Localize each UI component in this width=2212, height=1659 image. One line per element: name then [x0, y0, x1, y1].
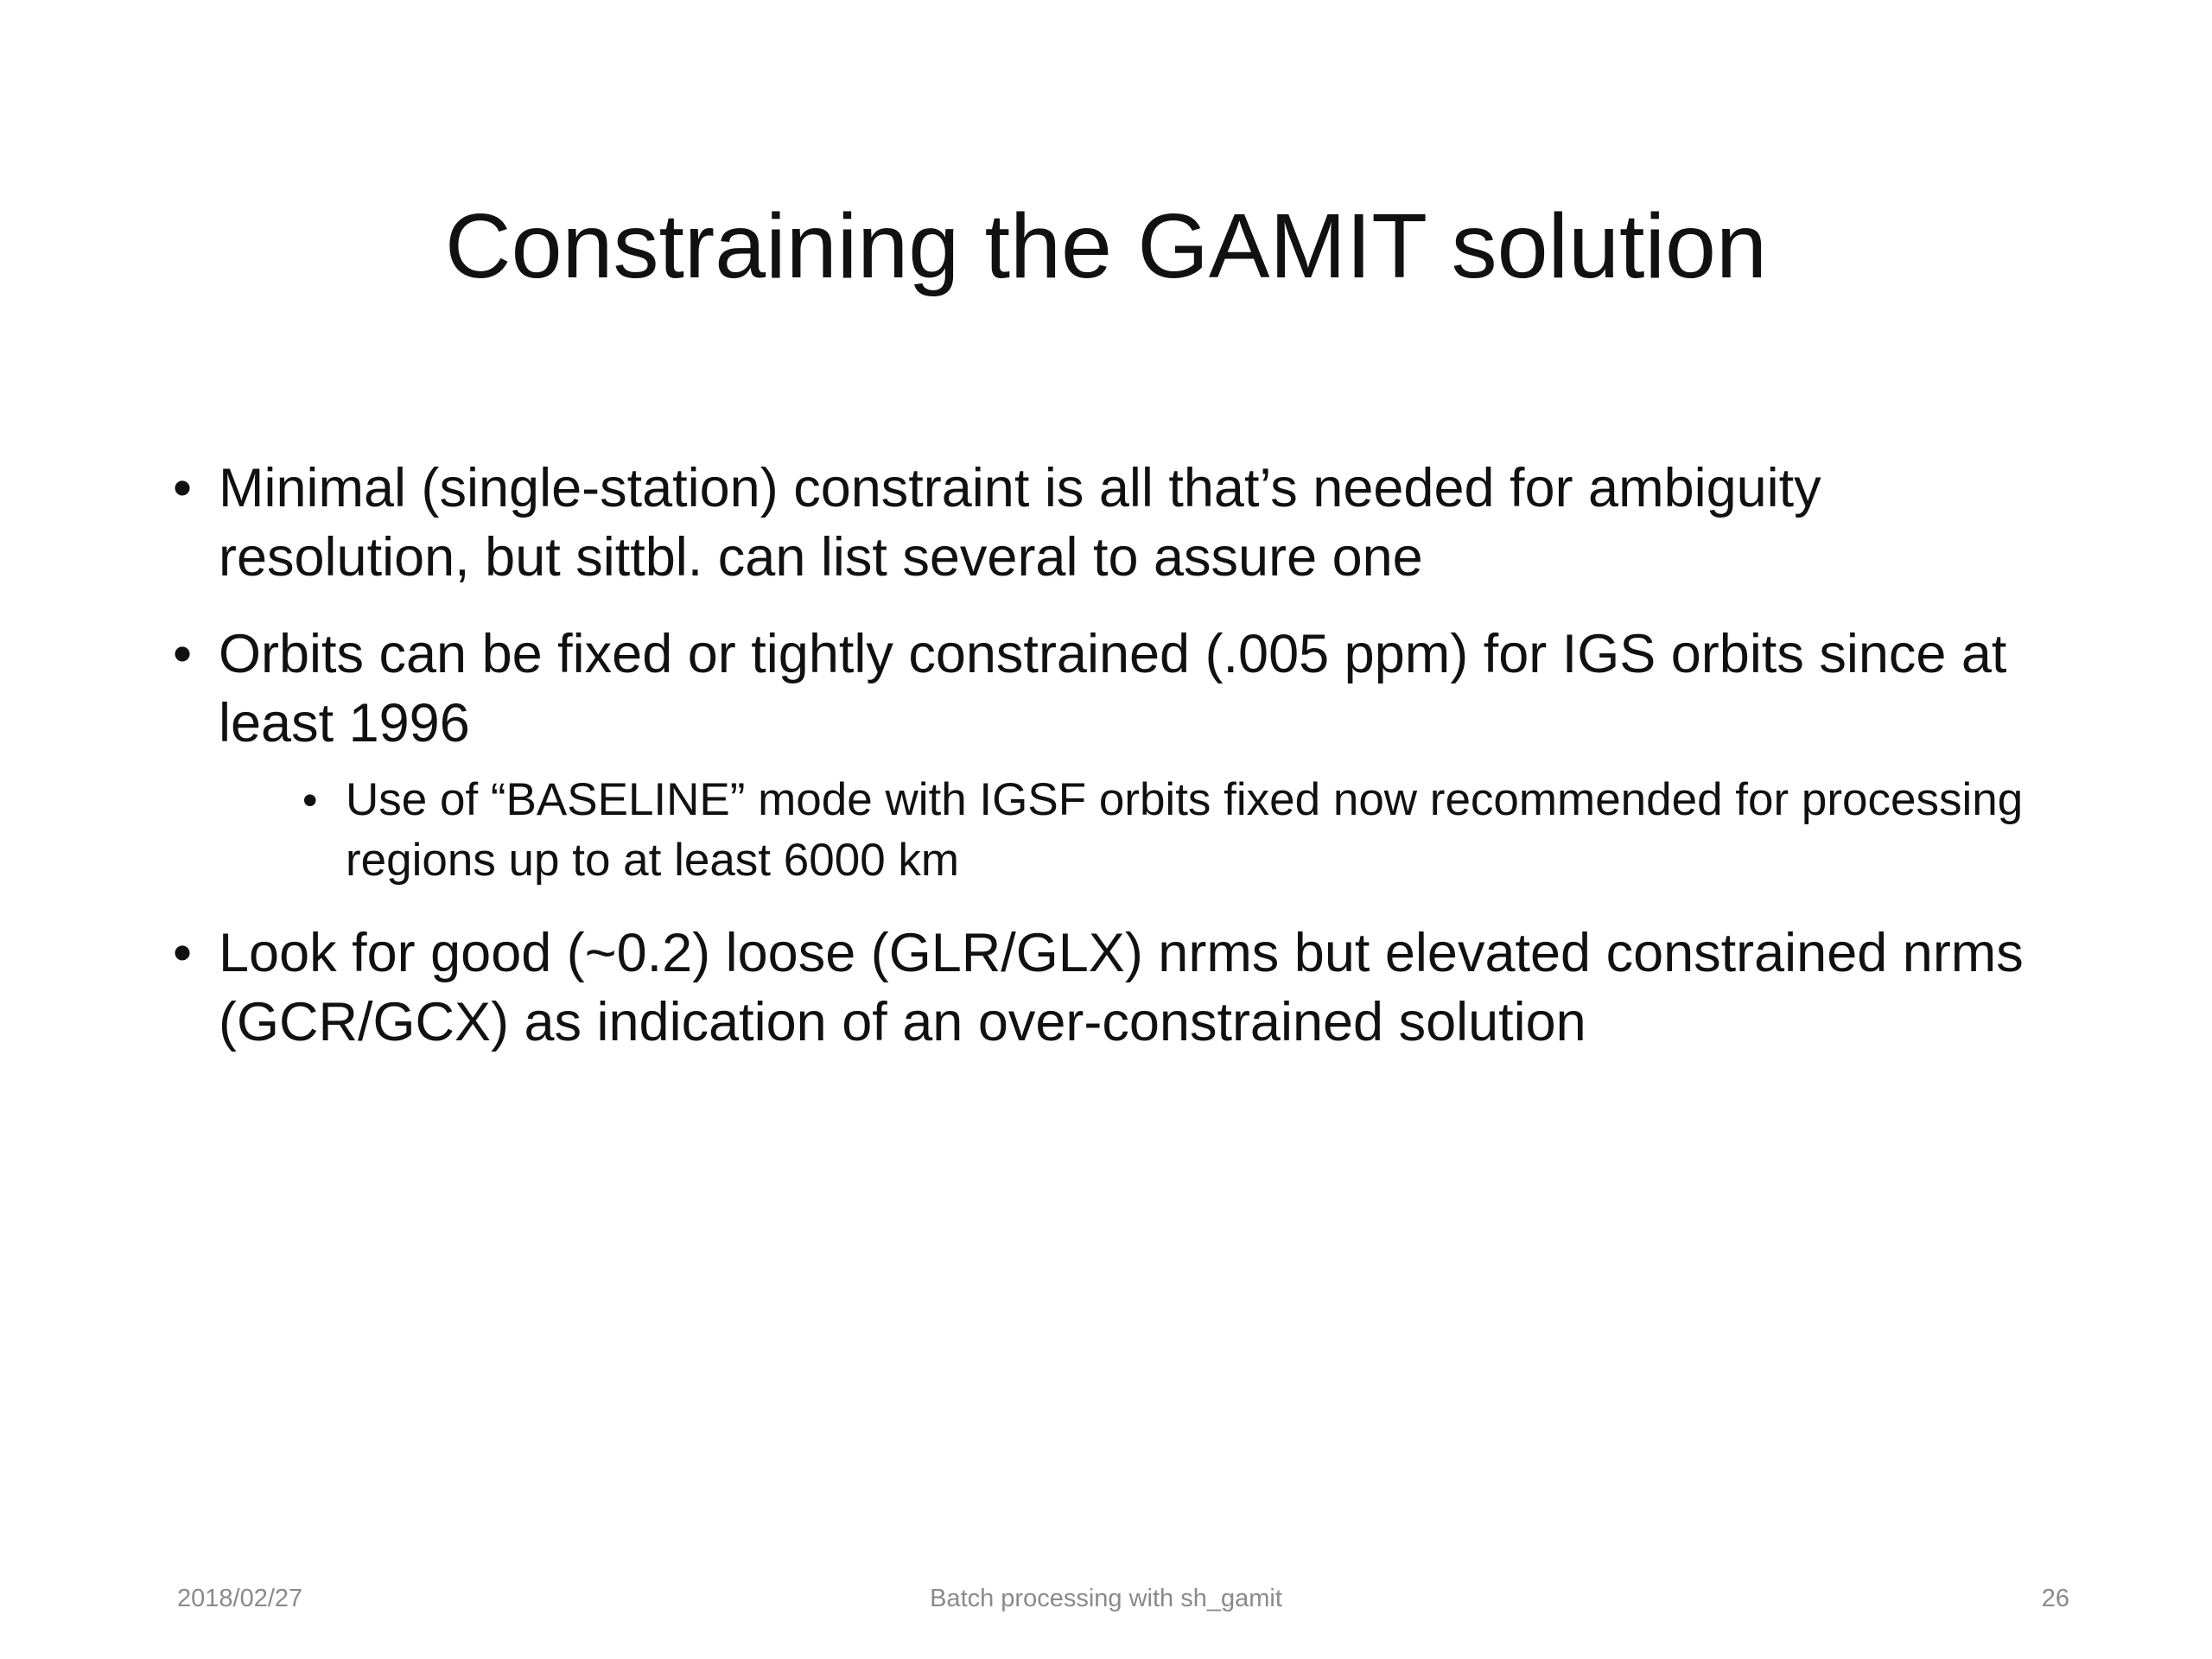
bullet-list	[173, 454, 2074, 1057]
bullet-text: Minimal (single-station) constraint is all that’s needed for ambiguity resolution, but sittbl. can list several to assure one	[219, 458, 1821, 588]
bullet-item	[173, 454, 2074, 592]
slide-title: Constraining the GAMIT solution	[445, 195, 1767, 297]
footer-title: Batch processing with sh_gamit	[930, 1585, 1282, 1612]
bullet-text: Orbits can be fixed or tightly constrained (.005 ppm) for IGS orbits since at least 1996	[219, 624, 2007, 753]
bullet-item	[173, 918, 2074, 1057]
sub-bullet-list	[173, 770, 2074, 891]
bullet-item	[173, 620, 2074, 891]
slide-content	[173, 454, 2074, 1084]
sub-bullet-item	[302, 770, 2074, 891]
footer-date: 2018/02/27	[177, 1585, 303, 1612]
sub-bullet-text: Use of “BASELINE” mode with IGSF orbits fixed now recommended for processing regions up to at least 6000 km	[346, 774, 2024, 886]
page-number: 26	[2041, 1585, 2069, 1612]
bullet-text: Look for good (~0.2) loose (GLR/GLX) nrms but elevated constrained nrms (GCR/GCX) as indication of an over-constrained solution	[219, 923, 2024, 1052]
